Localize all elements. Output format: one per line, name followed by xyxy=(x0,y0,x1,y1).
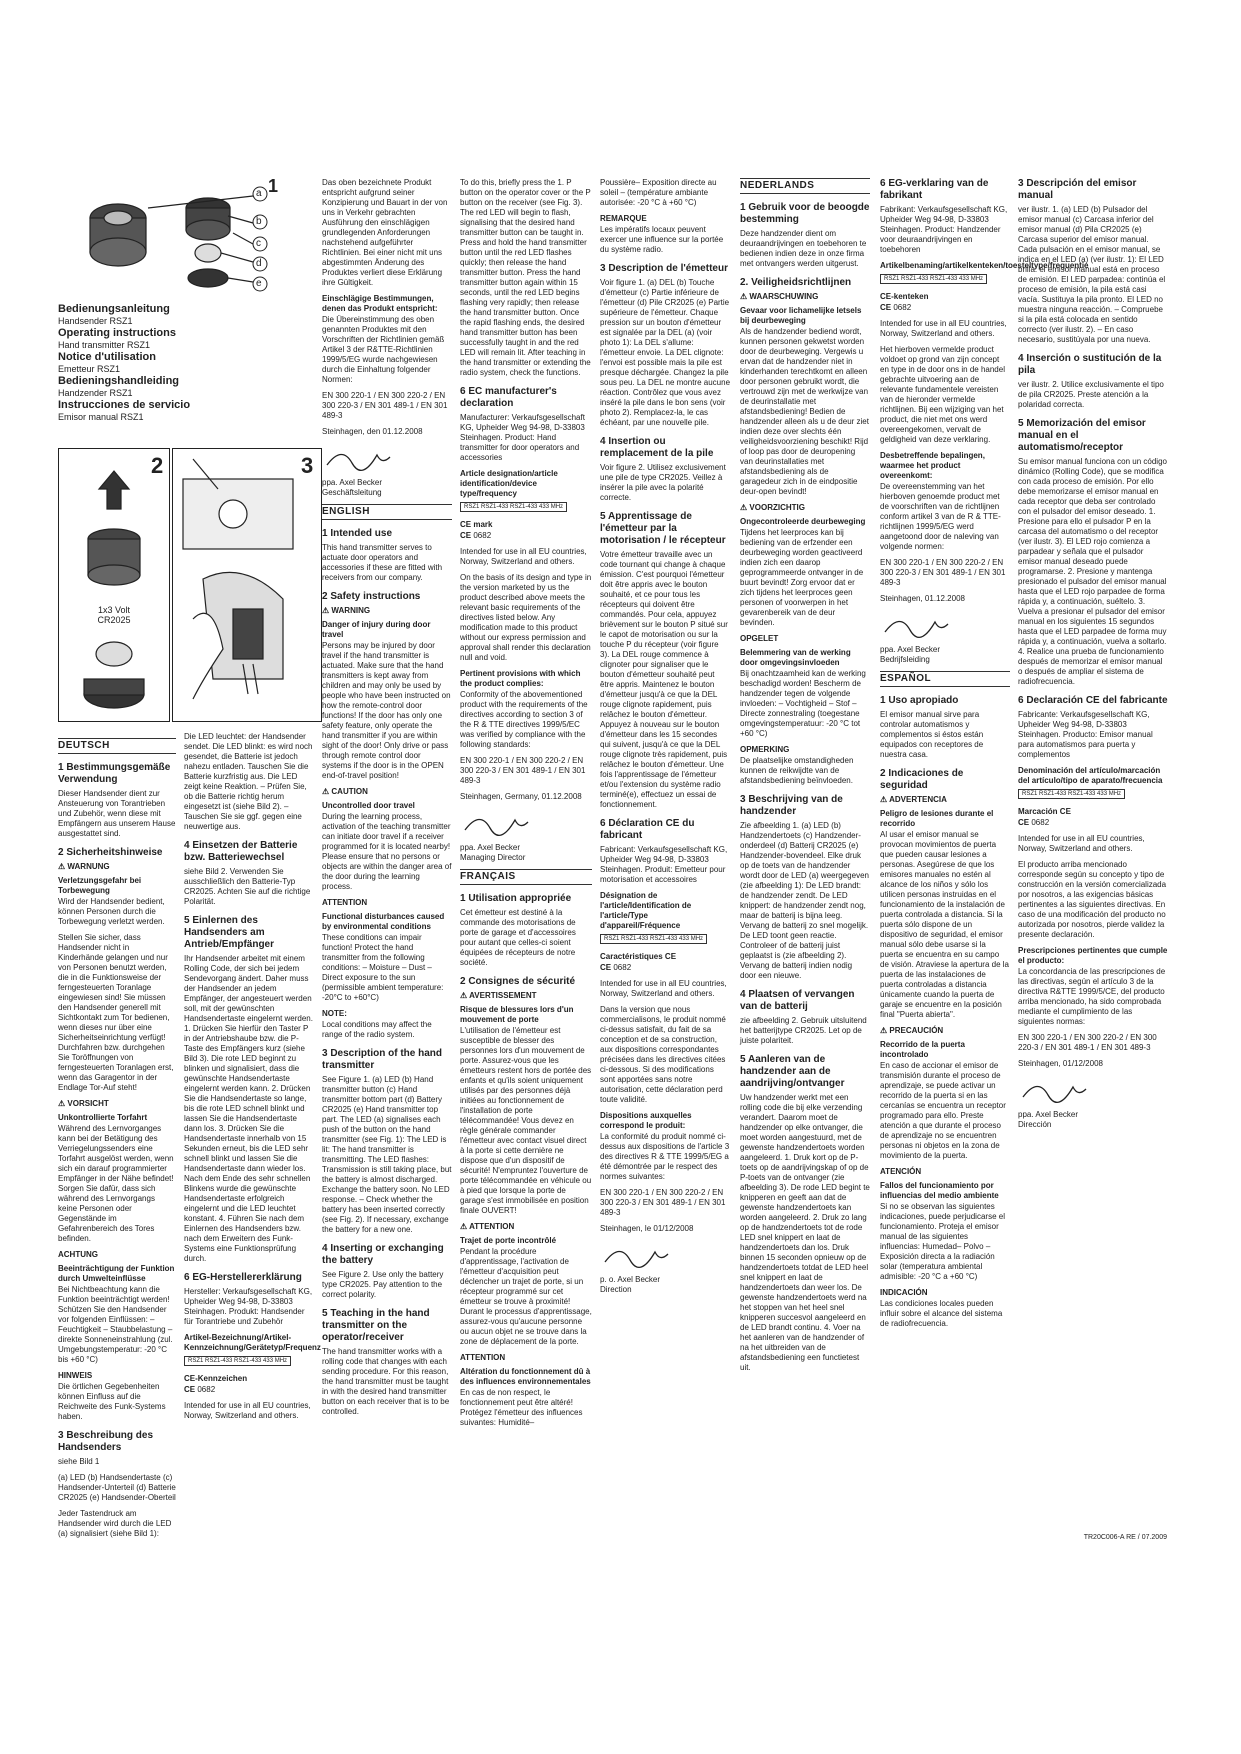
paragraph: Wird der Handsender bedient, können Personen durch die Torbewegung verletzt werden. xyxy=(58,897,165,926)
paragraph: The hand transmitter works with a rolling code that changes with each sending procedure. For this reason, the hand transmitter must be taught in with the desired hand transmitter button on each receiver that is to be controlled. xyxy=(322,1347,450,1416)
subheading: REMARQUE xyxy=(600,214,647,223)
paragraph: Deze handzender dient om deuraandrijvingen en toebehoren te bedienen indien deze in onze firma met ontvangers werden uitgerust. xyxy=(740,229,867,268)
subheading: CE-Kennzeichen xyxy=(184,1374,248,1383)
article-code-box: RSZ1 RSZ1-433 RSZ1-433 433 MHz xyxy=(1018,789,1125,799)
warning-label: ⚠ WAARSCHUWING xyxy=(740,292,819,301)
heading: 6 EC manufacturer's declaration xyxy=(460,386,557,409)
signatory: p. o. Axel Becker xyxy=(600,1275,661,1284)
paragraph: Intended for use in all EU countries, Norway, Switzerland and others. xyxy=(1018,834,1145,853)
date: Steinhagen, den 01.12.2008 xyxy=(322,427,423,436)
heading: 3 Description de l'émetteur xyxy=(600,263,728,274)
warning-label: ⚠ WARNING xyxy=(322,606,371,615)
norms-list: EN 300 220-1 / EN 300 220-2 / EN 300 220-3 / EN 301 489-1 / EN 301 489-3 xyxy=(460,756,586,785)
ce-mark: CE 0682 xyxy=(184,1385,216,1394)
subheading: Risque de blessures lors d'un mouvement de porte xyxy=(460,1005,574,1024)
subheading: Denominación del artículo/marcación del artículo/tipo de aparato/frecuencia xyxy=(1018,766,1163,785)
article-code-box: RSZ1 RSZ1-433 RSZ1-433 433 MHz xyxy=(880,274,987,284)
date: Steinhagen, le 01/12/2008 xyxy=(600,1224,694,1233)
heading: 1 Gebruik voor de beoogde bestemming xyxy=(740,202,870,225)
paragraph: Intended for use in all EU countries, Norway, Switzerland and others. xyxy=(184,1401,311,1420)
signatory-title: Dirección xyxy=(1018,1120,1052,1129)
paragraph: Dieser Handsender dient zur Ansteuerung von Torantrieben und Zubehör, wenn diese mit Empfängern aus unserem Hause ausgestattet sind. xyxy=(58,789,176,838)
heading: 3 Beschrijving van de handzender xyxy=(740,794,843,817)
paragraph: Dans la version que nous commercialisons, le produit nommé ci-dessus satisfait, du fait de sa conception et de sa construction, aux dispositions correspondantes précisées dans les directives citées ci-dessous. Si des modifications sont apportées sans notre autorisation, cette déclaration perd toute validité. xyxy=(600,1005,726,1104)
paragraph: Intended for use in all EU countries, Norway, Switzerland and others. xyxy=(600,979,727,998)
article-code-box: RSZ1 RSZ1-433 RSZ1-433 433 MHz xyxy=(184,1356,291,1366)
paragraph: Voir figure 2. Utilisez exclusivement une pile de type CR2025. Veillez à insérer la pile avec la polarité correcte. xyxy=(600,463,726,502)
heading: 6 EG-Herstellererklärung xyxy=(184,1272,302,1283)
paragraph: (a) LED (b) Handsendertaste (c) Handsender-Unterteil (d) Batterie CR2025 (e) Handsender-Oberteil xyxy=(58,1473,176,1502)
heading: 4 Insertion ou remplacement de la pile xyxy=(600,436,714,459)
column-de-2 xyxy=(184,732,321,1427)
signatory-title: Geschäftsleitung xyxy=(322,488,382,497)
norms-list: EN 300 220-1 / EN 300 220-2 / EN 300 220-3 / EN 301 489-1 / EN 301 489-3 xyxy=(322,391,448,420)
paragraph: Intended for use in all EU countries, Norway, Switzerland and others. xyxy=(880,319,1007,338)
paragraph: Bij onachtzaamheid kan de werking beschadigd worden! Bescherm de handzender tegen de volgende invloeden: – Vochtigheid – Stof – Directe zonnestraling (toegestane omgevingstemperatuur: -20 °C tot +60 °C) xyxy=(740,669,866,738)
paragraph: Ihr Handsender arbeitet mit einem Rolling Code, der sich bei jedem Sendevorgang ändert. Daher muss der Handsender an jedem Empfänger, der angesteuert werden soll, mit der gewünschten Handsendertaste eingelernt werden. 1. Drücken Sie hierfür den Taster P in der Antriebshaube bzw. die P-Taste des Empfängers kurz (siehe Bild 3). Die rote LED beginnt zu blinken und signalisiert, dass die gewünschte Handsendertaste eingelernt werden kann. 2. Drücken Sie die Handsendertaste so lange, bis die rote LED schnell blinkt und lassen Sie die Handsendertaste dann los. 3. Drücken Sie die Handsendertaste innerhalb von 15 Sekunden erneut, bis die LED sehr schnell blinkt und lassen Sie die Handsendertaste dann wieder los. Nach dem Ende des sehr schnellen Blinkens wurde die gewünschte Handsendertaste erfolgreich eingelernt und die LED leuchtet konstant. 4. Führen Sie nach dem Einlernen des Handsenders bzw. nach dem Erweitern des Funk-Systems eine Funktionsprüfung durch. xyxy=(184,954,313,1263)
subheading: Ongecontroleerde deurbeweging xyxy=(740,517,866,526)
subheading: Gevaar voor lichamelijke letsels bij deurbeweging xyxy=(740,306,862,325)
figure-3-number: 3 xyxy=(301,453,314,478)
paragraph: Fabrikant: Verkaufsgesellschaft KG, Upheider Weg 94-98, D-33803 Steinhagen. Product: Handzender voor deuraandrijvingen en toebehoren xyxy=(880,205,1008,254)
paragraph: Während des Lernvorganges kann bei der Betätigung des Verriegelungssenders eine Torfahrt ausgelöst werden, wenn sich ein darauf programmierter Empfänger in der Nähe befindet! Sorgen Sie dafür, dass sich während des Lernvorgangs keine Personen oder Gegenstände im Gefahrenbereich des Tores befinden. xyxy=(58,1124,174,1243)
heading: 1 Uso apropiado xyxy=(880,695,959,706)
ce-mark: CE 0682 xyxy=(880,303,912,312)
heading: 6 Déclaration CE du fabricant xyxy=(600,818,695,841)
paragraph: La concordancia de las prescripciones de las directivas, según el artículo 3 de la directiva R&TTE 1999/5/CE, del producto arriba mencionado, ha sido comprobada mediante el cumplimiento de las siguientes normas: xyxy=(1018,967,1166,1026)
heading: 2 Sicherheitshinweise xyxy=(58,847,163,858)
title-de: Bedienungsanleitung Handsender RSZ1 xyxy=(58,303,170,326)
paragraph: Jeder Tastendruck am Handsender wird durch die LED (a) signalisiert (siehe Bild 1): xyxy=(58,1509,172,1538)
paragraph: Si no se observan las siguientes indicaciones, puede perjudicarse el funcionamiento. Proteja el emisor manual de las siguientes influencias: Humedad– Polvo – Exposición directa a la radiación solar (temperatura ambiental admisible: -20 °C a +60 °C) xyxy=(880,1202,1005,1281)
norms-list: EN 300 220-1 / EN 300 220-2 / EN 300 220-3 / EN 301 489-1 / EN 301 489-3 xyxy=(1018,1033,1157,1052)
subheading: Artikelbenaming/artikelkenteken/toesteltype/frequentie xyxy=(880,261,1089,270)
column-de xyxy=(58,732,176,1545)
fig-label-a: a xyxy=(256,188,262,199)
paragraph: Cet émetteur est destiné à la commande des motorisations de porte de garage et d'accessoires pour autant que celles-ci soient équipées de récepteurs de notre société. xyxy=(460,908,576,967)
heading: 5 Aanleren van de handzender aan de aandrijving/ontvanger xyxy=(740,1054,845,1089)
manual-titles xyxy=(58,303,278,423)
heading: 4 Inserción o sustitución de la pila xyxy=(1018,353,1162,376)
fig-label-b: b xyxy=(256,216,262,227)
paragraph: zie afbeelding 2. Gebruik uitsluitend het batterijtype CR2025. Let op de juiste polariteit. xyxy=(740,1016,867,1045)
heading: 1 Bestimmungsgemäße Verwendung xyxy=(58,762,171,785)
fig-label-e: e xyxy=(256,278,262,289)
section-nl-header: NEDERLANDS xyxy=(740,178,870,194)
figure-3-panel xyxy=(172,448,322,722)
paragraph: El producto arriba mencionado corresponde según su concepto y tipo de construcción en la versión comercializada por nosotros, a las exigencias básicas pertinentes a las siguientes directivas. En caso de una modificación del producto no autorizada por nosotros, pierde validez la presente declaración. xyxy=(1018,860,1167,939)
heading: 5 Teaching in the hand transmitter on the operator/receiver xyxy=(322,1308,430,1343)
paragraph: During the learning process, activation of the teaching transmitter can initiate door travel if a receiver programmed for it is located nearby! Please ensure that no persons or objects are within the danger area of the door during the learning process. xyxy=(322,812,452,891)
signatory-title: Managing Director xyxy=(460,853,526,862)
signature xyxy=(460,810,530,838)
signature xyxy=(322,445,392,473)
title-es: Instrucciones de servicio Emisor manual RSZ1 xyxy=(58,399,191,422)
paragraph: Conformity of the abovementioned product with the requirements of the directives according to section 3 of the R & TTE directives 1999/5/EC was verified by compliance with the following standards: xyxy=(460,690,588,749)
warning-label: ⚠ WARNUNG xyxy=(58,862,110,871)
fig-label-d: d xyxy=(256,258,262,269)
column-5 xyxy=(600,178,730,1301)
norms-list: EN 300 220-1 / EN 300 220-2 / EN 300 220-3 / EN 301 489-1 / EN 301 489-3 xyxy=(600,1188,726,1217)
column-3 xyxy=(322,178,452,1423)
heading: 3 Beschreibung des Handsenders xyxy=(58,1430,154,1453)
paragraph: En cas de non respect, le fonctionnement peut être altéré! Protégez l'émetteur des influences suivantes: Humidité– xyxy=(460,1388,583,1427)
paragraph: Local conditions may affect the range of the radio system. xyxy=(322,1020,432,1039)
subheading: Artikel-Bezeichnung/Artikel-Kennzeichnung/Gerätetyp/Frequenz xyxy=(184,1333,321,1352)
signatory-title: Direction xyxy=(600,1285,632,1294)
subheading: CE-kenteken xyxy=(880,292,929,301)
caution-label: ⚠ VORSICHT xyxy=(58,1099,109,1108)
paragraph: See Figure 1. (a) LED (b) Hand transmitter button (c) Hand transmitter bottom part (d) Battery CR2025 (e) Hand transmitter top part. The LED (a) signalises each push of the button on the hand transmitter (see Fig. 1): The LED is lit: The hand transmitter is transmitting. The LED flashes: Transmission is still taking place, but the battery is almost discharged. Exchange the battery soon. No LED response. – Check whether the battery has been inserted correctly (see Fig. 2). If necessary, exchange the battery for a new one. xyxy=(322,1075,452,1234)
paragraph: Fabricant: Verkaufsgesellschaft KG, Upheider Weg 94-98, D-33803 Steinhagen. Produit: Emetteur pour motorisation et accessoires xyxy=(600,845,728,884)
fig-label-c: c xyxy=(256,238,261,249)
paragraph: Persons may be injured by door travel if the hand transmitter is actuated. Make sure that the hand transmitters is kept away from children and may only be used by people who have been instructed on how the remote-control door functions! If the door has only one safety feature, only operate the hand transmitter if you are within sight of the door! Only drive or pass through remote control door systems if the door is in the OPEN end-of-travel position! xyxy=(322,641,451,780)
column-nl xyxy=(740,178,870,1379)
subheading: Pertinent provisions with which the product complies: xyxy=(460,669,581,688)
subheading: Trajet de porte incontrôlé xyxy=(460,1236,557,1245)
paragraph: Votre émetteur travaille avec un code tournant qui change à chaque émission. C'est pourquoi l'émetteur doit être appris avec le bouton souhaité, et ce pour tous les récepteurs qui doivent être commandés. Pour cela, appuyez brièvement sur le bouton P situé sur le capot de motorisation ou sur la touche P du récepteur (voir figure 3). La DEL rouge commence à clignoter pour signaliser que le bouton d'émetteur souhaité peut être appris. Maintenez le bouton d'émetteur jusqu'à ce que la DEL rouge clignote rapidement, puis relâchez le bouton d'émetteur. Appuyez à nouveau sur le bouton d'émetteur dans les 15 secondes qui suivent, jusqu'à ce que la DEL rouge clignote très rapidement, puis relâchez le bouton d'émetteur. Une fois l'apprentissage de l'émetteur et/ou l'extension du système radio terminé(e), effectuez un essai de fonctionnement. xyxy=(600,550,728,809)
warning-label: ⚠ AVERTISSEMENT xyxy=(460,991,537,1000)
figure-2-panel xyxy=(58,448,170,722)
paragraph: siehe Bild 1 xyxy=(58,1457,100,1466)
heading: 4 Einsetzen der Batterie bzw. Batteriewechsel xyxy=(184,840,298,863)
paragraph: Su emisor manual funciona con un código dinámico (Rolling Code), que se modifica con cada proceso de emisión. Por ello debe memorizarse el emisor manual en cada receptor que deba ser controlado con el pulsador del emisor deseado. 1. Presione para ello el pulsador P en la carcasa del automatismo o del receptor (ver ilustr. 3). El LED rojo comienza a parpadear y señala que el pulsador emisor manual deseado puede programarse. 2. Presione y mantenga presionado el pulsador del emisor manual hasta que el LED rojo parpadee de forma rápida y, a continuación, suéltelo. 3. Vuelva a presionar el pulsador del emisor manual en los siguientes 15 segundos hasta que el LED parpadee de forma muy rápida y, a continuación, vuelva a soltarlo. 4. Realice una prueba de funcionamiento después de memorizar el emisor manual o después de ampliar el sistema de radiofrecuencia. xyxy=(1018,457,1167,686)
heading: 2 Indicaciones de seguridad xyxy=(880,768,964,791)
heading: 2 Safety instructions xyxy=(322,591,421,602)
paragraph: Das oben bezeichnete Produkt entspricht aufgrund seiner Konzipierung und Bauart in der von uns in Verkehr gebrachten Ausführung den einschlägigen grundlegenden Anforderungen nachstehend aufgeführter Richtlinien. Bei einer nicht mit uns abgestimmten Änderung des Produktes verliert diese Erklärung ihre Gültigkeit. xyxy=(322,178,448,287)
paragraph: This hand transmitter serves to actuate door operators and accessories if these are fitted with receivers from our company. xyxy=(322,543,443,582)
heading: 6 EG-verklaring van de fabrikant xyxy=(880,178,989,201)
subheading: Altération du fonctionnement dû à des influences environnementales xyxy=(460,1367,591,1386)
heading: 3 Description of the hand transmitter xyxy=(322,1048,443,1071)
paragraph: ver ilustr. 1. (a) LED (b) Pulsador del emisor manual (c) Carcasa inferior del emisor manual (d) Pila CR2025 (e) Carcasa superior del emisor manual. Cada pulsación en el emisor manual, se indica en el LED (a) (ver ilustr. 1): El LED brilla: el emisor manual está en proceso de emisión. El LED parpadea: continúa el proceso de emisión, la pila está casi vacía. Sustituya la pila pronto. El LED no muestra ninguna reacción. – Compruebe si la pila está colocada en sentido correcto (ver ilustr. 2). – En caso necesario, sustitúyala por una nueva. xyxy=(1018,205,1166,344)
signatory: ppa. Axel Becker xyxy=(880,645,941,654)
heading: 6 Declaración CE del fabricante xyxy=(1018,695,1168,706)
paragraph: Intended for use in all EU countries, Norway, Switzerland and others. xyxy=(460,547,587,566)
heading: 3 Descripción del emisor manual xyxy=(1018,178,1137,201)
paragraph: Al usar el emisor manual se provocan movimientos de puerta que pueden causar lesiones a personas. Asegúrese de que los emisores manuales no estén al alcance de los niños y sólo los utilicen personas instruidas en el funcionamiento de la instalación de puerta controlada a distancia. Si la puerta sólo dispone de un dispositivo de seguridad, el emisor manual sólo debe usarse si la puerta se encuentra en su campo de visión. Atraviese la apertura de la puerta de las instalaciones de puerta controladas a distancia únicamente cuando la puerta de garaje se encuentre en la posición final "Puerta abierta". xyxy=(880,830,1009,1019)
paragraph: On the basis of its design and type in the version marketed by us the product described above meets the relevant basic requirements of the directives listed below. Any modification made to this product without our express permission and approval shall render this declaration null and void. xyxy=(460,573,592,662)
signatory: ppa. Axel Becker xyxy=(460,843,521,852)
subheading: ACHTUNG xyxy=(58,1250,98,1259)
caution-label: ⚠ CAUTION xyxy=(322,787,368,796)
heading: 5 Memorización del emisor manual en el automatismo/receptor xyxy=(1018,418,1146,453)
figure-1-number: 1 xyxy=(268,176,279,196)
subheading: Desbetreffende bepalingen, waarmee het product overeenkomt: xyxy=(880,451,985,480)
warning-label: ⚠ ADVERTENCIA xyxy=(880,795,947,804)
paragraph: Bei Nichtbeachtung kann die Funktion beeinträchtigt werden! Schützen Sie den Handsender vor folgenden Einflüssen: – Feuchtigkeit – Staubbelastung – direkte Sonneneinstrahlung (zul. Umgebungstemperatur: -20 °C bis +60 °C) xyxy=(58,1285,173,1364)
ce-mark: CE 0682 xyxy=(600,963,632,972)
date: Steinhagen, 01.12.2008 xyxy=(880,594,965,603)
signatory-title: Bedrijfsleiding xyxy=(880,655,930,664)
subheading: Dispositions auxquelles correspond le produit: xyxy=(600,1111,692,1130)
subheading: Unkontrollierte Torfahrt xyxy=(58,1113,148,1122)
paragraph: Voir figure 1. (a) DEL (b) Touche d'émetteur (c) Partie inférieure de l'émetteur (d) Pile CR2025 (e) Partie supérieure de l'émetteur. Chaque pression sur un bouton d'émetteur est signalée par la DEL (a) (voir photo 1): La DEL s'allume: l'émetteur envoie. La DEL clignote: l'envoi est possible mais la pile est presque déchargée. Changez la pile sous peu. La DEL ne montre aucune réaction. Contrôlez que vous avez inséré la pile dans le bon sens (voir photo 2). Remplacez-la, le cas échéant, par une nouvelle pile. xyxy=(600,278,731,427)
paragraph: See Figure 2. Use only the battery type CR2025. Pay attention to the correct polarity. xyxy=(322,1270,444,1299)
heading: 5 Einlernen des Handsenders am Antrieb/Empfänger xyxy=(184,915,275,950)
column-4 xyxy=(460,178,592,1434)
subheading: Article designation/article identification/device type/frequency xyxy=(460,469,558,498)
section-fr-header: FRANÇAIS xyxy=(460,869,592,885)
paragraph: En caso de accionar el emisor de transmisión durante el proceso de aprendizaje, se puede activar un recorrido de la puerta si en las cercanías se encuentra un receptor programado para ello. Preste atención a que durante el proceso de aprendizaje no se encuentren personas ni objetos en la zona de movimiento de la puerta. xyxy=(880,1061,1006,1160)
subheading: NOTE: xyxy=(322,1009,347,1018)
column-es xyxy=(1018,178,1168,1136)
title-en: Operating instructions Hand transmitter RSZ1 xyxy=(58,327,176,350)
title-fr: Notice d'utilisation Emetteur RSZ1 xyxy=(58,351,156,374)
section-en-header: ENGLISH xyxy=(322,504,452,520)
date: Steinhagen, 01/12/2008 xyxy=(1018,1059,1103,1068)
paragraph: Les impératifs locaux peuvent exercer une influence sur la portée du système radio. xyxy=(600,225,724,254)
signature xyxy=(600,1242,670,1270)
paragraph: Stellen Sie sicher, dass Handsender nicht in Kinderhände gelangen und nur von Personen benutzt werden, die in die Funktionsweise der ferngesteuerten Toranlage eingewiesen sind! Sie müssen den Handsender generell mit Sichtkontakt zum Tor bedienen, wenn dieses nur über eine Sicherheitseinrichtung verfügt! Durchfahren bzw. durchgehen Sie Toröffnungen von ferngesteuerten Toranlagen erst, wenn das Garagentor in der Endlage Tor-Auf steht! xyxy=(58,933,174,1092)
document-footer-code: TR20C006-A RE / 07.2009 xyxy=(1083,1534,1167,1541)
heading: 2 Consignes de sécurité xyxy=(460,976,576,987)
battery-insertion-illustration xyxy=(59,449,169,721)
paragraph: De plaatselijke omstandigheden kunnen de reikwijdte van de afstandsbediening beïnvloeden. xyxy=(740,756,854,785)
figure-1-panel xyxy=(58,178,280,294)
paragraph: La conformité du produit nommé ci-dessus aux dispositions de l'article 3 des directives R & TTE 1999/5/EG a été démontrée par le respect des normes suivantes: xyxy=(600,1132,730,1181)
paragraph: Pendant la procédure d'apprentissage, l'activation de l'émetteur d'acquisition peut déclencher un trajet de porte, si un récepteur programmé sur cet émetteur se trouve à proximité! Durant le processus d'apprentissage, assurez-vous qu'aucune personne ou aucun objet ne se trouve dans la zone de déplacement de la porte. xyxy=(460,1247,592,1346)
subheading: OPGELET xyxy=(740,634,779,643)
paragraph: Fabricante: Verkaufsgesellschaft KG, Upheider Weg 94-98, D-33803 Steinhagen. Producto: Emisor manual para automatismos para puerta y complementos xyxy=(1018,710,1153,759)
paragraph: Hersteller: Verkaufsgesellschaft KG, Upheider Weg 94-98, D-33803 Steinhagen. Produkt: Handsender für Torantriebe und Zubehör xyxy=(184,1287,313,1326)
paragraph: L'utilisation de l'émetteur est susceptible de blesser des personnes lors d'un mouvement de porte. Assurez-vous que les émetteurs restent hors de portée des enfants et qu'ils soient uniquement utilisés par des personnes déjà initiées au fonctionnement de l'installation de porte télécommandée! Vous devez en règle générale commander l'émetteur avec contact visuel direct à la porte si cette dernière ne dispose que d'un dispositif de sécurité! N'empruntez l'ouverture de porte télécommandée en véhicule ou à pied que lorsque la porte de garage s'est immobilisée en position finale OUVERT! xyxy=(460,1026,592,1215)
subheading: Désignation de l'article/Identification de l'article/Type d'appareil/Fréquence xyxy=(600,891,692,930)
subheading: ATENCIÓN xyxy=(880,1167,922,1176)
subheading: Uncontrolled door travel xyxy=(322,801,415,810)
section-es-header: ESPAÑOL xyxy=(880,671,1010,687)
caution-label: ⚠ PRECAUCIÓN xyxy=(880,1026,944,1035)
subheading: OPMERKING xyxy=(740,745,790,754)
subheading: Functional disturbances caused by environmental conditions xyxy=(322,912,445,931)
title-nl: Bedieningshandleiding Handzender RSZ1 xyxy=(58,375,180,398)
caution-label: ⚠ ATTENTION xyxy=(460,1222,515,1231)
subheading: HINWEIS xyxy=(58,1371,93,1380)
subheading: Danger of injury during door travel xyxy=(322,620,431,639)
subheading: Marcación CE xyxy=(1018,807,1071,816)
subheading: Verletzungsgefahr bei Torbewegung xyxy=(58,876,142,895)
paragraph: Manufacturer: Verkaufsgesellschaft KG, Upheider Weg 94-98, D-33803 Steinhagen. Product: Hand transmitter for door operators and accessories xyxy=(460,413,585,462)
subheading: ATTENTION xyxy=(322,898,368,907)
paragraph: Tijdens het leerproces kan bij bediening van de erfzender een deurbeweging worden geactiveerd indien zich een daarop geprogrammeerde ontvanger in de buurt bevindt! Zorg ervoor dat er zich tijdens het leerproces geen personen of voorwerpen in het gevarenbereik van de deur bevinden. xyxy=(740,528,864,627)
subheading: Beeinträchtigung der Funktion durch Umwelteinflüsse xyxy=(58,1264,175,1283)
figure-2-number: 2 xyxy=(151,453,164,478)
date: Steinhagen, Germany, 01.12.2008 xyxy=(460,792,582,801)
paragraph: De overeenstemming van het hierboven genoemde product met de voorschriften van de richtlijnen conform artikel 3 van de R & TTE-richtlijnen 1999/5/EG werd aangetoond door de naleving van volgende normen: xyxy=(880,482,1001,551)
subheading: Caractéristiques CE xyxy=(600,952,677,961)
subheading: INDICACIÓN xyxy=(880,1288,928,1297)
transmitter-exploded-illustration xyxy=(58,178,280,294)
subheading: Prescripciones pertinentes que cumple el producto: xyxy=(1018,946,1168,965)
paragraph: siehe Bild 2. Verwenden Sie ausschließlich den Batterie-Typ CR2025. Achten Sie auf die richtige Polarität. xyxy=(184,867,311,906)
paragraph: These conditions can impair function! Protect the hand transmitter from the following conditions: – Moisture – Dust – Direct exposure to the sun (permissible ambient temperature: -20°C to +60°C) xyxy=(322,933,444,1002)
paragraph: Die örtlichen Gegebenheiten können Einfluss auf die Reichweite des Funk-Systems haben. xyxy=(58,1382,166,1421)
ce-mark: CE 0682 xyxy=(460,531,492,540)
paragraph: To do this, briefly press the 1. P button on the operator cover or the P button on the receiver (see Fig. 3). The red LED will begin to flash, signalising that the desired hand transmitter button can be taught in. Press and hold the hand transmitter button until the red LED flashes quickly; then release the hand transmitter button. Press the hand transmitter button again within 15 seconds, until the red LED begins flashing very rapidly; then release the hand transmitter button. Once the rapid flashing ends, the desired hand transmitter button has been successfully taught in and the red LED will remain lit. After teaching in the hand transmitter or extending the radio system, check the functions. xyxy=(460,178,591,377)
heading: 4 Plaatsen of vervangen van de batterij xyxy=(740,989,855,1012)
signature xyxy=(1018,1077,1088,1105)
paragraph: Die Übereinstimmung des oben genannten Produktes mit den Vorschriften der Richtlinien gemäß Artikel 3 der R&TTE-Richtlinien 1999/5/EG wurde nachgewiesen durch die Einhaltung folgender Normen: xyxy=(322,315,445,384)
subheading: ATTENTION xyxy=(460,1353,506,1362)
signatory: ppa. Axel Becker xyxy=(1018,1110,1079,1119)
paragraph: Las condiciones locales pueden influir sobre el alcance del sistema de radiofrecuencia. xyxy=(880,1299,1003,1328)
heading: 2. Veiligheidsrichtlijnen xyxy=(740,277,852,288)
heading: 5 Apprentissage de l'émetteur par la motorisation / le récepteur xyxy=(600,511,726,546)
paragraph: Het hierboven vermelde product voldoet op grond van zijn concept en type in de door ons in de handel gebrachte uitvoering aan de relevante fundamentele vereisten van de hieronder vermelde richtlijnen. Bij een wijziging van het product, die niet met ons werd overeengekomen, vervalt de geldigheid van deze verklaring. xyxy=(880,345,1005,444)
teach-in-illustration xyxy=(173,449,321,721)
heading: 1 Utilisation appropriée xyxy=(460,893,572,904)
paragraph: El emisor manual sirve para controlar automatismos y complementos si éstos están equipados con receptores de nuestra casa. xyxy=(880,710,984,759)
paragraph: Poussière– Exposition directe au soleil – (température ambiante autorisée: -20 °C à +60 °C) xyxy=(600,178,717,207)
norms-list: EN 300 220-1 / EN 300 220-2 / EN 300 220-3 / EN 301 489-1 / EN 301 489-3 xyxy=(880,558,1006,587)
paragraph: Zie afbeelding 1. (a) LED (b) Handzendertoets (c) Handzender-onderdeel (d) Batterij CR2025 (e) Handzender-bovendeel. Elke druk op de toets van de handzender wordt door de LED (a) weergegeven (zie afbeelding 1): De LED brandt: de handzender zendt. De LED knippert: de handzender zendt nog, maar de batterij is bijna leeg. Vervang de batterij zo snel mogelijk. De LED toont geen reactie. Controleer of de batterij juist geplaatst is (zie afbeelding 2). Vervang de batterij indien nodig door een nieuwe. xyxy=(740,821,869,980)
battery-spec: 1x3 Volt CR2025 xyxy=(97,605,131,625)
section-de-header: DEUTSCH xyxy=(58,738,176,754)
subheading: Recorrido de la puerta incontrolado xyxy=(880,1040,965,1059)
paragraph: Die LED leuchtet: der Handsender sendet. Die LED blinkt: es wird noch gesendet, die Batterie ist jedoch nahezu entladen. Tauschen Sie die Batterie kurzfristig aus. Die LED zeigt keine Reaktion. – Prüfen Sie, ob die Batterie richtig herum eingesetzt ist (siehe Bild 2). – Tauschen Sie sie ggf. gegen eine neuwertige aus. xyxy=(184,732,313,831)
paragraph: ver ilustr. 2. Utilice exclusivamente el tipo de pila CR2025. Preste atención a la polaridad correcta. xyxy=(1018,380,1164,409)
heading: 1 Intended use xyxy=(322,528,393,539)
signature xyxy=(880,612,950,640)
heading: 4 Inserting or exchanging the battery xyxy=(322,1243,444,1266)
subheading: Peligro de lesiones durante el recorrido xyxy=(880,809,994,828)
paragraph: Als de handzender bediend wordt, kunnen personen gekwetst worden door de deurbeweging. Vergewis u ervan dat de handzender niet in kinderhanden terechtkomt en alleen door personen gebruikt wordt, die vertrouwd zijn met de werkwijze van de deurinstallatie met afstandsbediening! Bedien de handzender alleen als u de deur ziet indien deze over slechts één veiligheidsvoorziening beschikt! Rijd of loop pas door de deuropening van deurinstallaties met afstandsbediening als de garagedeur zich in de eindpositie deur-open bevindt! xyxy=(740,327,869,496)
subheading: Belemmering van de werking door omgevingsinvloeden xyxy=(740,648,851,667)
subheading: Fallos del funcionamiento por influencias del medio ambiente xyxy=(880,1181,999,1200)
paragraph: Uw handzender werkt met een rolling code die bij elke verzending verandert. Daarom moet de handzender op elke ontvanger, die moet worden aangestuurd, met de gewenste handzendertoets worden aangeleerd. 1. Druk kort op de P-toets op de aandrijvingskap of op de P-toets van de ontvanger (zie afbeelding 3). De rode LED begint te knipperen en geeft aan dat de gewenste handzendertoets kan worden aangeleerd. 2. Druk zo lang op de handzendertoets tot de rode LED snel knippert en laat de handzendertoets dan los. Druk binnen 15 seconden opnieuw op de handzendertoets totdat de LED heel snel knippert en laat de handzendertoets dan weer los. De gewenste handzendertoets werd na het stoppen van het heel snel knipperen succesvol aangeleerd en de LED brandt continu. 4. Voer na het aanleren van de handzender of na het uitbreiden van de afstandsbediening een functietest uit. xyxy=(740,1093,870,1372)
article-code-box: RSZ1 RSZ1-433 RSZ1-433 433 MHz xyxy=(600,934,707,944)
signatory: ppa. Axel Becker xyxy=(322,478,383,487)
ce-mark: CE 0682 xyxy=(1018,818,1050,827)
article-code-box: RSZ1 RSZ1-433 RSZ1-433 433 MHz xyxy=(460,502,567,512)
subheading: CE mark xyxy=(460,520,493,529)
caution-label: ⚠ VOORZICHTIG xyxy=(740,503,805,512)
subheading: Einschlägige Bestimmungen, denen das Produkt entspricht: xyxy=(322,294,438,313)
